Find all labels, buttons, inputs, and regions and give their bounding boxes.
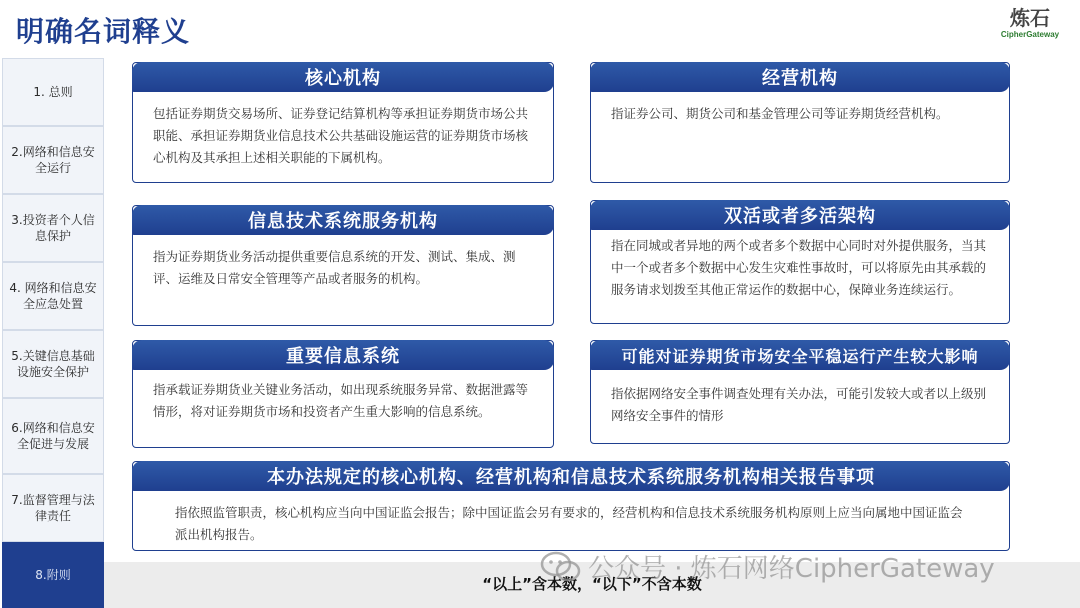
card-it-service-institution [132, 205, 554, 326]
sidebar-item-emergency-response[interactable]: 4. 网络和信息安全应急处置 [2, 262, 104, 330]
card-title: 可能对证券期货市场安全平稳运行产生较大影响 [590, 340, 1010, 370]
sidebar-item-supervision-liability[interactable]: 7.监督管理与法律责任 [2, 474, 104, 542]
card-operating-institution [590, 62, 1010, 183]
card-active-active-architecture [590, 200, 1010, 324]
brand-name-cn: 炼石 [1010, 6, 1050, 30]
card-text: 指在同城或者异地的两个或者多个数据中心同时对外提供服务，当其中一个或者多个数据中心发生灾难性事故时，可以将原先由其承载的服务请求划拨至其他正常运作的数据中心，保障业务连续运行。 [611, 238, 987, 297]
card-text: 指依据网络安全事件调查处理有关办法，可能引发较大或者以上级别网络安全事件的情形 [611, 386, 987, 423]
sidebar-nav [2, 58, 104, 608]
card-major-impact [590, 340, 1010, 444]
card-text: 指承载证券期货业关键业务活动，如出现系统服务异常、数据泄露等情形，将对证券期货市场和投资者产生重大影响的信息系统。 [153, 382, 529, 419]
card-text: 指依照监管职责，核心机构应当向中国证监会报告；除中国证监会另有要求的，经营机构和信息技术系统服务机构原则上应当向属地中国证监会派出机构报告。 [175, 505, 963, 542]
card-title: 核心机构 [132, 62, 554, 92]
sidebar-item-promotion-development[interactable]: 6.网络和信息安全促进与发展 [2, 398, 104, 474]
card-title: 双活或者多活架构 [590, 200, 1010, 230]
sidebar-item-critical-infrastructure[interactable]: 5.关键信息基础设施安全保护 [2, 330, 104, 398]
sidebar-item-general[interactable]: 1. 总则 [2, 58, 104, 126]
brand-name-en: CipherGateway [1000, 30, 1060, 39]
card-text: 指为证券期货业务活动提供重要信息系统的开发、测试、集成、测评、运维及日常安全管理等产品或者服务的机构。 [153, 249, 516, 286]
card-text: 包括证券期货交易场所、证券登记结算机构等承担证券期货市场公共职能、承担证券期货业信息技术公共基础设施运营的证券期货市场核心机构及其承担上述相关职能的下属机构。 [153, 106, 529, 165]
card-title: 信息技术系统服务机构 [132, 205, 554, 235]
sidebar-item-investor-privacy[interactable]: 3.投资者个人信息保护 [2, 194, 104, 262]
brand-logo [994, 6, 1066, 39]
card-core-institution [132, 62, 554, 183]
wechat-watermark [540, 548, 995, 585]
card-title: 重要信息系统 [132, 340, 554, 370]
card-text: 指证券公司、期货公司和基金管理公司等证券期货经营机构。 [611, 106, 949, 121]
card-title: 经营机构 [590, 62, 1010, 92]
card-important-info-system [132, 340, 554, 448]
sidebar-item-supplementary[interactable]: 8.附则 [2, 542, 104, 608]
card-reporting-matters [132, 461, 1010, 551]
watermark-text: 公众号 · 炼石网络CipherGateway [588, 554, 995, 584]
wechat-icon [540, 550, 582, 584]
footer-note: “以上”含本数，“以下”不含本数 [482, 575, 702, 593]
sidebar-item-network-operation[interactable]: 2.网络和信息安全运行 [2, 126, 104, 194]
page-title: 明确名词释义 [16, 15, 191, 48]
card-title: 本办法规定的核心机构、经营机构和信息技术系统服务机构相关报告事项 [132, 461, 1010, 491]
